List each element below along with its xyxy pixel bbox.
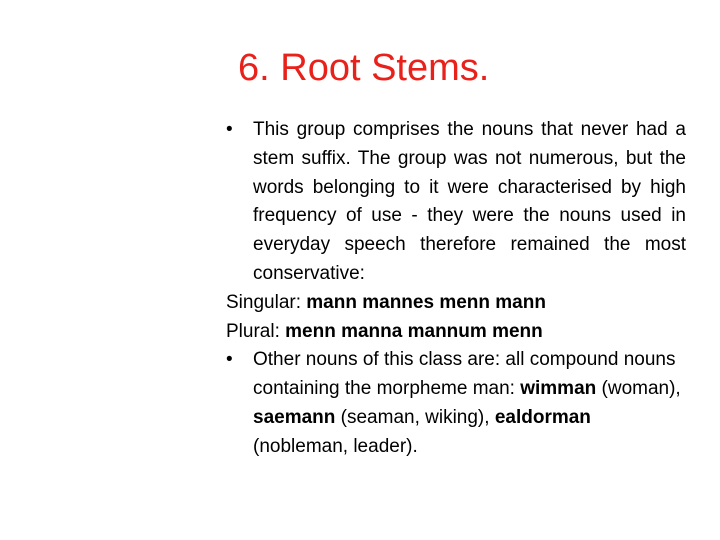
example-word: wimman — [520, 378, 597, 400]
bullet-text: This group comprises the nouns that never had a stem suffix. The group was not numerous, but the words belonging to it were characterised by high frequency of use - they were the nouns used in everyday speech therefore remained the most conservative: — [253, 119, 686, 284]
plural-forms: menn manna mannum menn — [285, 320, 543, 342]
singular-label: Singular: — [226, 291, 307, 313]
example-word: ealdorman — [494, 406, 591, 428]
singular-paradigm — [226, 289, 686, 318]
example-gloss: (nobleman, leader). — [253, 435, 418, 457]
slide-title: 6. Root Stems. — [238, 47, 490, 89]
bullet-icon: • — [226, 349, 233, 371]
example-gloss: (woman), — [596, 378, 681, 400]
plural-label: Plural: — [226, 320, 286, 342]
plural-paradigm — [226, 318, 686, 347]
bullet-root-stems-description — [226, 116, 686, 289]
slide-content — [226, 116, 686, 462]
bullet-text: Other nouns of this class are: all compound nouns containing the morpheme man: — [253, 349, 676, 400]
example-gloss: (seaman, wiking), — [335, 406, 495, 428]
example-word: saemann — [253, 406, 336, 428]
bullet-compound-nouns — [226, 346, 686, 461]
bullet-icon: • — [226, 119, 233, 140]
singular-forms: mann mannes menn mann — [306, 291, 546, 313]
